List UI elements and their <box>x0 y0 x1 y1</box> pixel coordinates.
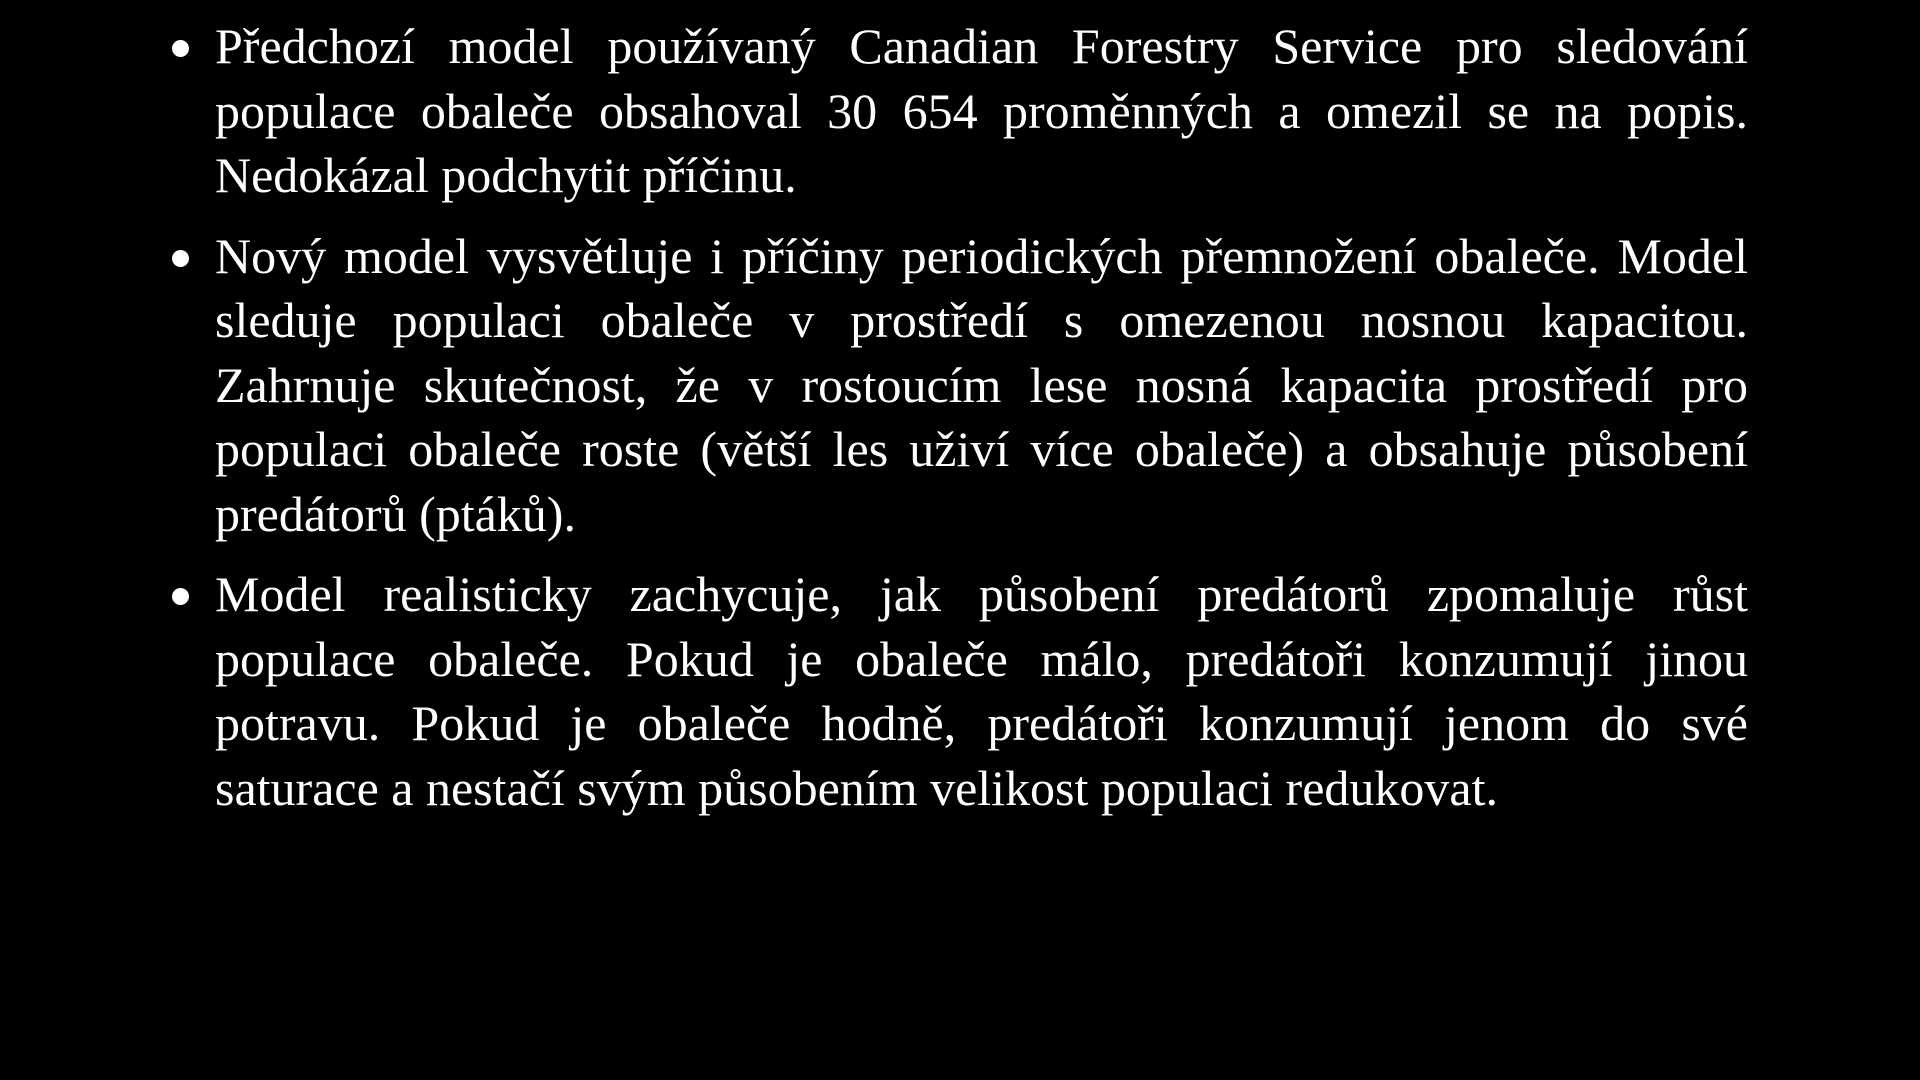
bullet-item-new-model <box>168 224 1748 547</box>
bullet-dot-icon <box>172 250 189 267</box>
bullet-dot-icon <box>172 588 189 605</box>
bullet-text: Model realisticky zachycuje, jak působení predátorů zpomaluje růst populace obaleče. Pokud je obaleče málo, predátoři konzumují jinou potravu. Pokud je obaleče hodně, predátoři konzumují jenom do své saturace a nestačí svým působením velikost populaci redukovat. <box>215 566 1748 816</box>
bullet-text: Předchozí model používaný Canadian Forestry Service pro sledování populace obaleče obsahoval 30 654 proměnných a omezil se na popis. Nedokázal podchytit příčinu. <box>215 18 1748 203</box>
bullet-dot-icon <box>172 40 189 57</box>
bullet-item-predators <box>168 562 1748 820</box>
bullet-list <box>168 14 1748 836</box>
bullet-item-previous-model <box>168 14 1748 208</box>
bullet-text: Nový model vysvětluje i příčiny periodických přemnožení obaleče. Model sleduje populaci obaleče v prostředí s omezenou nosnou kapacitou. Zahrnuje skutečnost, že v rostoucím lese nosná kapacita prostředí pro populaci obaleče roste (větší les uživí více obaleče) a obsahuje působení predátorů (ptáků). <box>215 227 1748 542</box>
